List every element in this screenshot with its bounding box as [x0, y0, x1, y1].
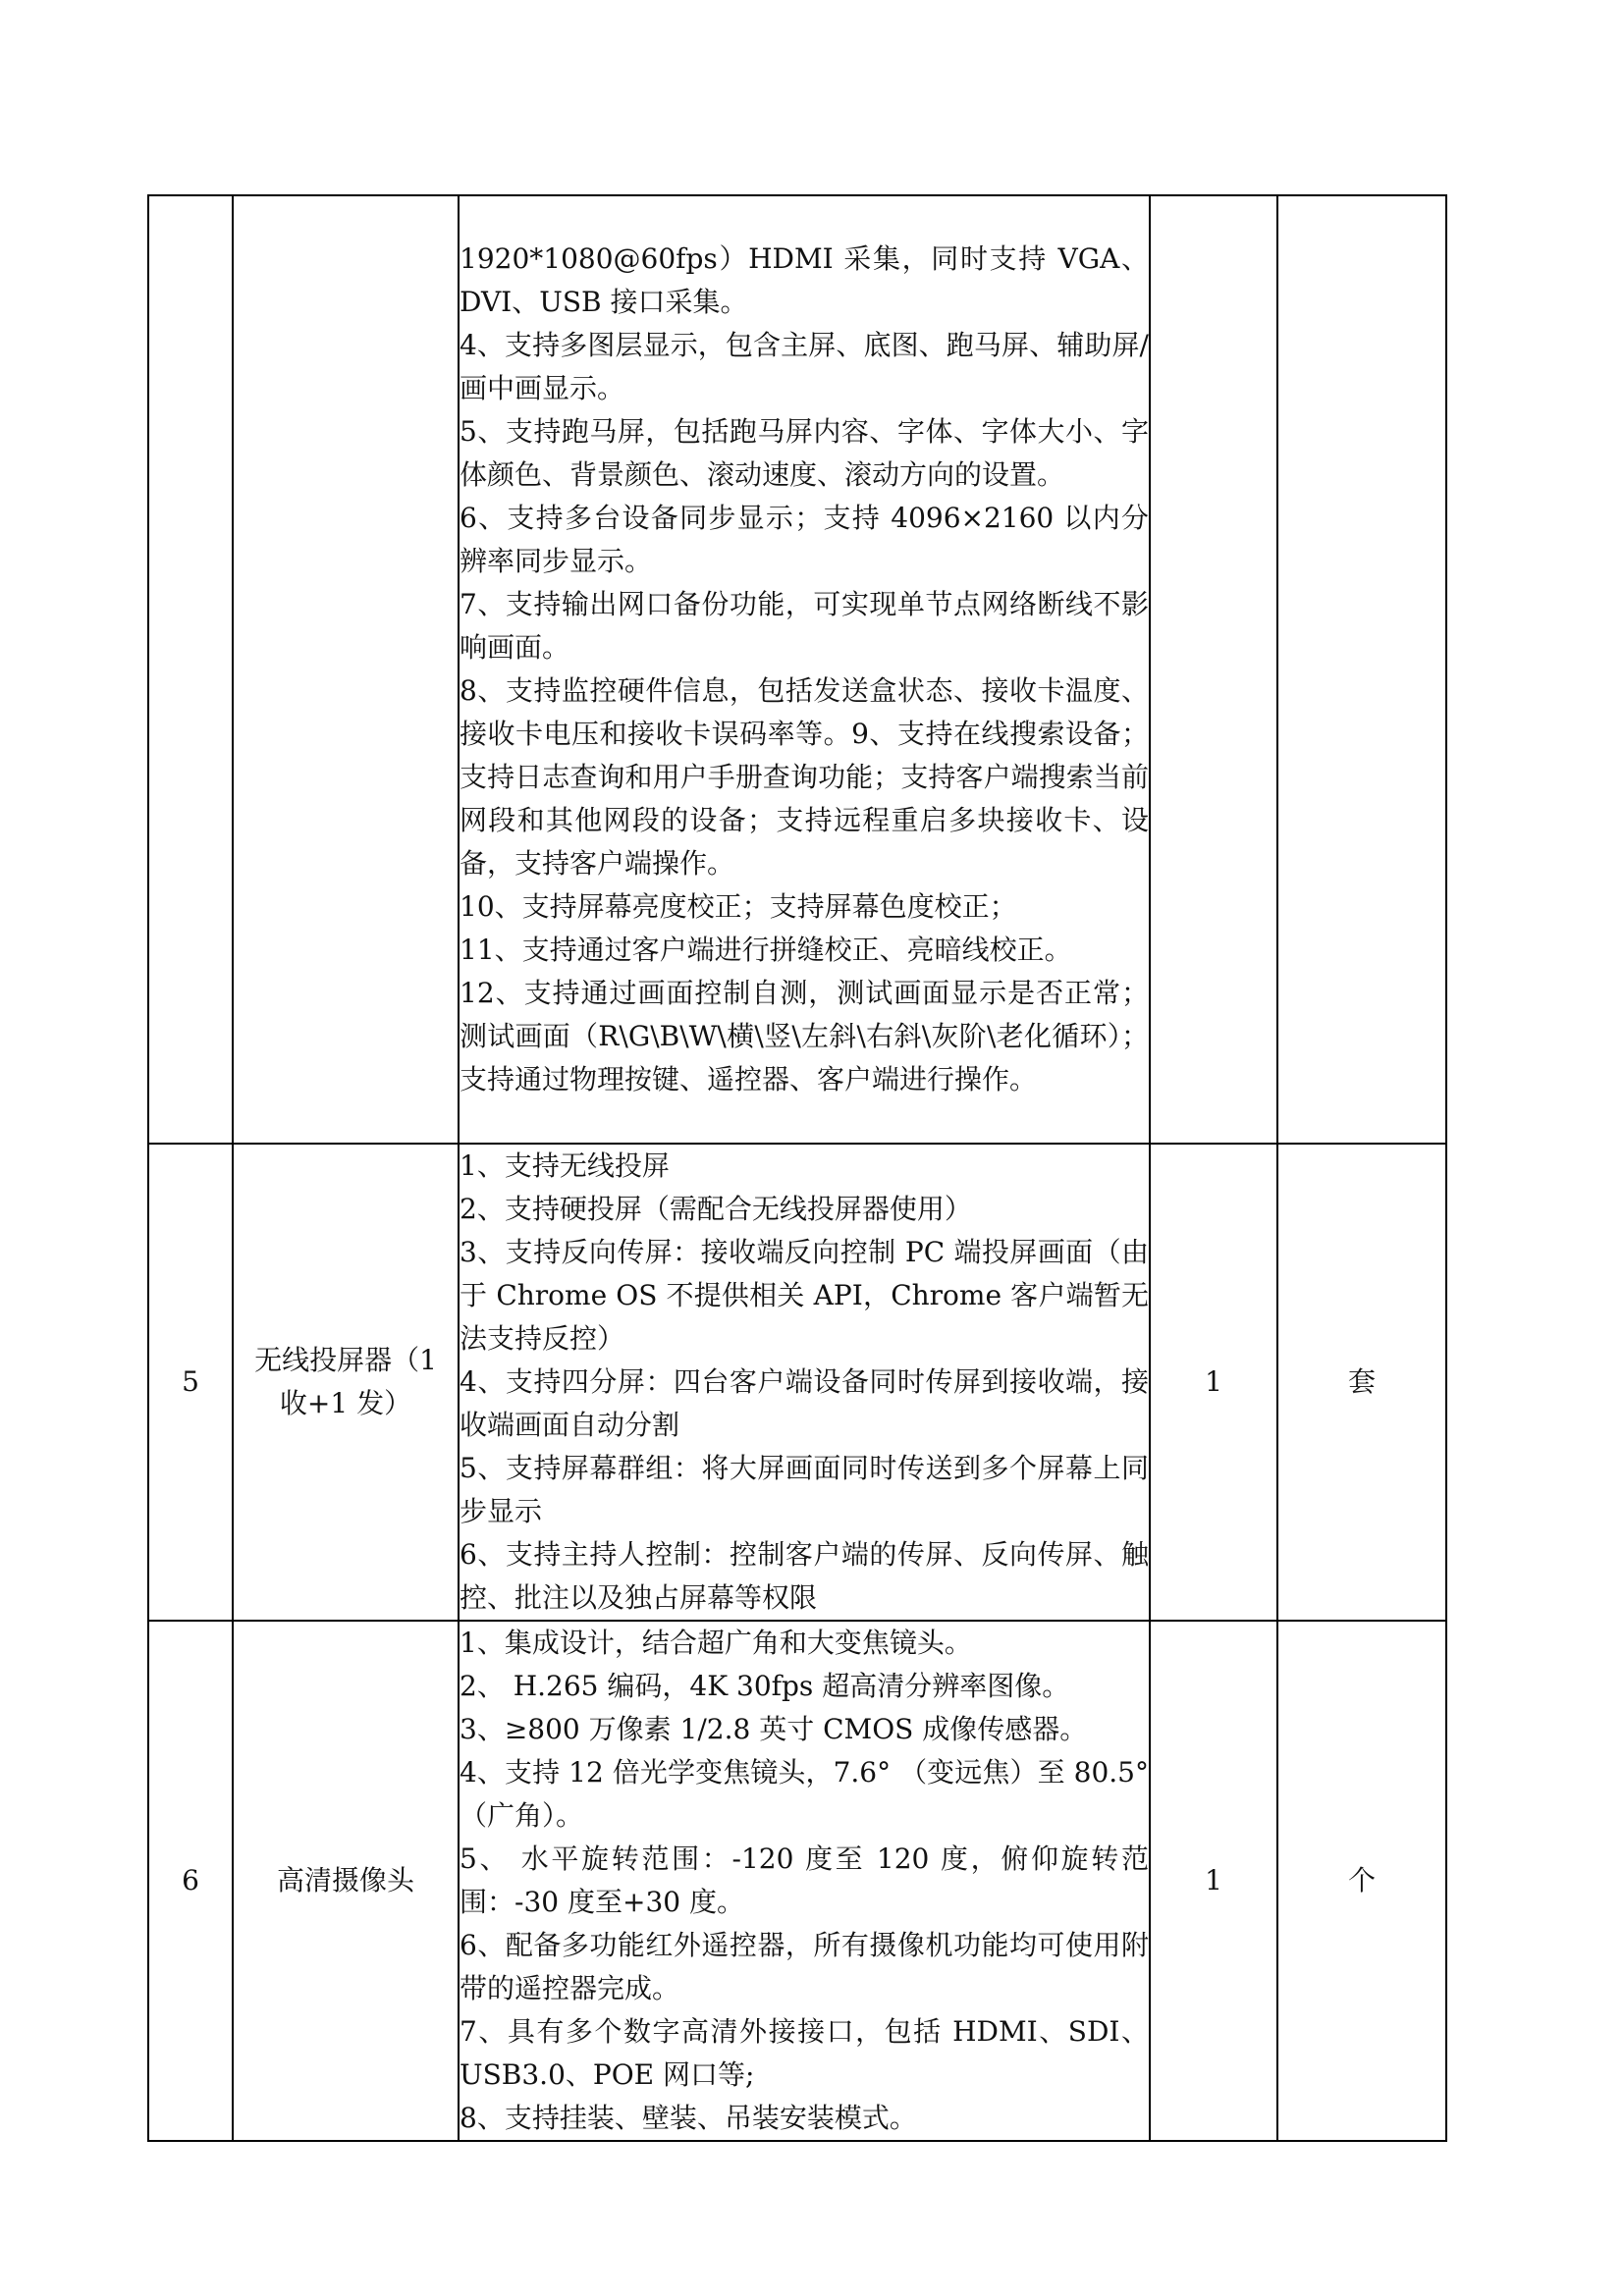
spec-line: 5、支持屏幕群组：将大屏画面同时传送到多个屏幕上同步显示 — [460, 1452, 1149, 1527]
item-unit-cell — [1277, 195, 1446, 1144]
item-spec-cell — [459, 195, 1150, 1144]
spec-line: 4、支持 12 倍光学变焦镜头，7.6° （变远焦）至 80.5° （广角）。 — [460, 1756, 1149, 1832]
spec-line: 2、支持硬投屏（需配合无线投屏器使用） — [460, 1193, 972, 1225]
spec-line: 5、 水平旋转范围：-120 度至 120 度，俯仰旋转范围：-30 度至+30 度。 — [460, 1842, 1149, 1918]
spec-line: 12、支持通过画面控制自测，测试画面显示是否正常；测试画面（R\G\B\W\横\竖\左斜\右斜\灰阶\老化循环）； 支持通过物理按键、遥控器、客户端进行操作。 — [460, 977, 1149, 1095]
item-unit-cell: 个 — [1277, 1621, 1446, 2141]
item-name-cell: 无线投屏器（1 收+1 发） — [233, 1144, 459, 1621]
item-name-cell — [233, 195, 459, 1144]
spec-line: 1、支持无线投屏 — [460, 1149, 670, 1182]
table-row — [148, 195, 1446, 1144]
spec-line: 6、配备多功能红外遥控器，所有摄像机功能均可使用附带的遥控器完成。 — [460, 1929, 1149, 2004]
item-quantity-cell: 1 — [1150, 1144, 1277, 1621]
item-quantity-cell — [1150, 195, 1277, 1144]
spec-line: 4、支持多图层显示，包含主屏、底图、跑马屏、辅助屏/画中画显示。 — [460, 329, 1149, 404]
item-name-cell: 高清摄像头 — [233, 1621, 459, 2141]
spec-line: 7、具有多个数字高清外接接口，包括 HDMI、SDI、USB3.0、POE 网口等; — [460, 2015, 1149, 2091]
spec-line: 4、支持四分屏：四台客户端设备同时传屏到接收端，接收端画面自动分割 — [460, 1365, 1149, 1441]
spec-line: 5、支持跑马屏，包括跑马屏内容、字体、字体大小、字体颜色、背景颜色、滚动速度、滚动方向的设置。 — [460, 415, 1149, 491]
spec-line: 2、 H.265 编码，4K 30fps 超高清分辨率图像。 — [460, 1670, 1070, 1702]
item-number-cell — [148, 195, 233, 1144]
spec-line: 11、支持通过客户端进行拼缝校正、亮暗线校正。 — [460, 934, 1072, 966]
spec-line: 6、支持多台设备同步显示；支持 4096×2160 以内分辨率同步显示。 — [460, 502, 1149, 577]
spec-line: 3、≥800 万像素 1/2.8 英寸 CMOS 成像传感器。 — [460, 1713, 1088, 1745]
item-quantity-cell: 1 — [1150, 1621, 1277, 2141]
item-spec-cell — [459, 1144, 1150, 1621]
spec-line: 8、支持挂装、壁装、吊装安装模式。 — [460, 2102, 917, 2134]
item-spec-cell — [459, 1621, 1150, 2141]
spec-line: 7、支持输出网口备份功能，可实现单节点网络断线不影响画面。 — [460, 588, 1149, 664]
item-number-cell: 5 — [148, 1144, 233, 1621]
item-unit-cell: 套 — [1277, 1144, 1446, 1621]
table-row — [148, 1144, 1446, 1621]
spec-line: 10、支持屏幕亮度校正；支持屏幕色度校正； — [460, 890, 1017, 923]
table-row — [148, 1621, 1446, 2141]
spec-line: 3、支持反向传屏：接收端反向控制 PC 端投屏画面（由于 Chrome OS 不提供相关 API，Chrome 客户端暂无法支持反控） — [460, 1236, 1149, 1355]
equipment-spec-table — [147, 194, 1447, 2142]
spec-line: 1、集成设计，结合超广角和大变焦镜头。 — [460, 1627, 972, 1659]
spec-line: 1920*1080@60fps）HDMI 采集，同时支持 VGA、DVI、USB 接口采集。 — [460, 242, 1149, 318]
spec-line: 6、支持主持人控制：控制客户端的传屏、反向传屏、触控、批注以及独占屏幕等权限 — [460, 1538, 1149, 1614]
item-number-cell: 6 — [148, 1621, 233, 2141]
spec-line: 8、支持监控硬件信息，包括发送盒状态、接收卡温度、接收卡电压和接收卡误码率等。9、支持在线搜索设备； 支持日志查询和用户手册查询功能；支持客户端搜索当前网段和其他网段的设备；支持远程重启多块接收卡、设备，支持客户端操作。 — [460, 674, 1149, 880]
